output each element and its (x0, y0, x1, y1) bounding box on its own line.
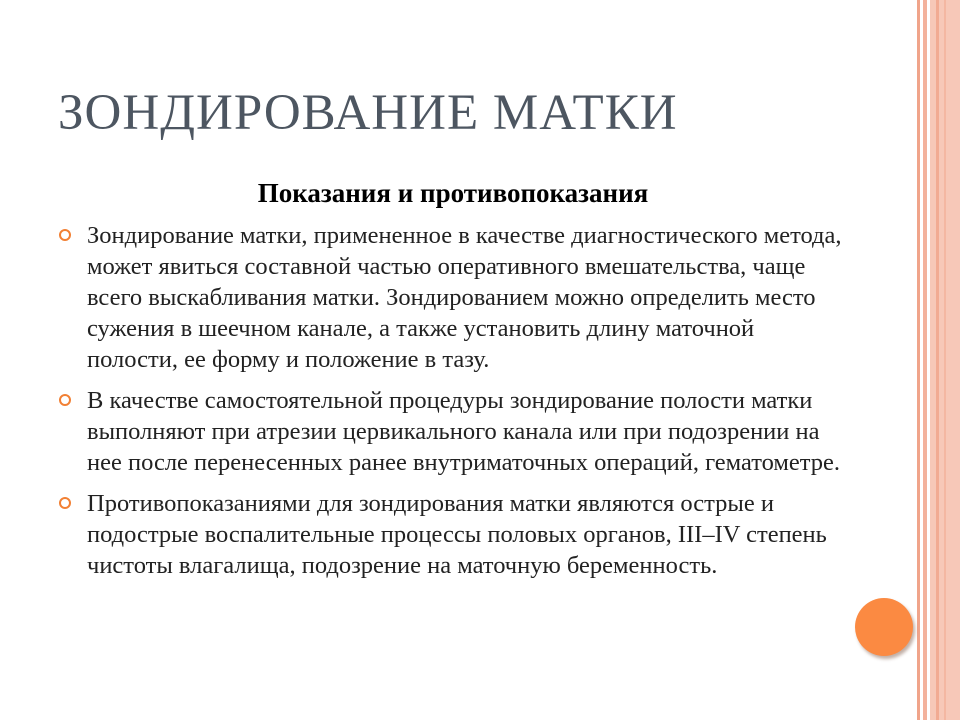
decorative-stripe (923, 0, 927, 720)
decorative-stripe (944, 0, 946, 720)
bullet-item (58, 220, 848, 375)
circle-bullet-icon (59, 497, 71, 509)
decorative-circle-icon (855, 598, 913, 656)
bullet-list (58, 220, 848, 591)
bullet-text: Зондирование матки, примененное в качестве диагностического метода, может явиться составной частью оперативного вмешательства, чаще всего выскабливания матки. Зондированием можно определить место сужения в шеечном канале, а также установить длину маточной полости, ее форму и положение в тазу. (87, 222, 842, 373)
decorative-stripe (917, 0, 920, 720)
decorative-stripe (936, 0, 939, 720)
circle-bullet-icon (59, 394, 71, 406)
circle-bullet-icon (59, 229, 71, 241)
slide-subtitle: Показания и противопоказания (257, 178, 649, 208)
bullet-item (58, 488, 848, 581)
bullet-text: Противопоказаниями для зондирования матки являются острые и подострые воспалительные процессы половых органов, III–IV степень чистоты влагалища, подозрение на маточную беременность. (87, 490, 827, 579)
bullet-item (58, 385, 848, 478)
slide-title: ЗОНДИРОВАНИЕ МАТКИ (58, 85, 678, 141)
bullet-text: В качестве самостоятельной процедуры зондирование полости матки выполняют при атрезии цервикального канала или при подозрении на нее после перенесенных ранее внутриматочных операций, гематометре. (87, 387, 841, 476)
